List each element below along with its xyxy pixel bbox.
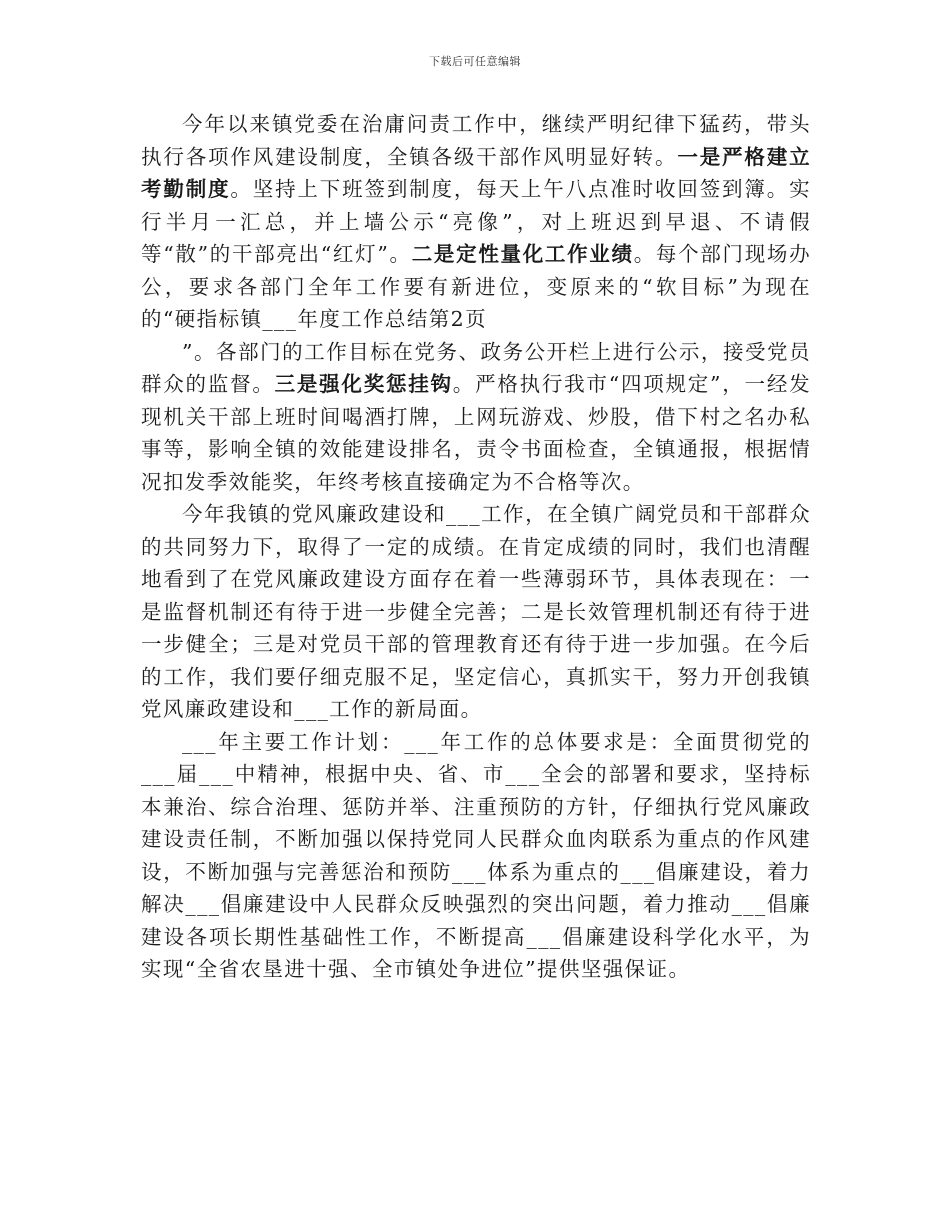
page-header: 下载后可任意编辑 [429,55,521,68]
paragraph-achievements [141,498,811,726]
bold-heading-rewards: 三是强化奖惩挂钩 [274,372,453,396]
paragraph-discipline [141,108,811,336]
bold-heading-performance: 二是定性量化工作业绩 [411,242,634,266]
paragraph-supervision [141,336,811,499]
text-run: 。每个部门现场办公，要求各部门全年工作要有新进位，变原来的“软目标”为现在的“硬指标镇___年度工作总结第2页 [141,242,812,331]
paragraph-work-plan [141,726,811,986]
text-run: ”。各部门的工作目标在党务、政务公开栏上进行公示，接受党员群众的监督。 [141,339,811,396]
bold-heading-attendance: 一是严格建立考勤制度 [141,144,811,201]
text-run: 。坚持上下班签到制度，每天上午八点准时收回签到簿。实行半月一汇总，并上墙公示“亮像”，对上班迟到早退、不请假等“散”的干部亮出“红灯”。 [141,177,811,266]
text-run: 。严格执行我市“四项规定”，一经发现机关干部上班时间喝酒打牌，上网玩游戏、炒股，借下村之名办私事等，影响全镇的效能建设排名，责令书面检查，全镇通报，根据情况扣发季效能奖，年终考核直接确定为不合格等次。 [141,372,811,494]
text-run: ___年主要工作计划：___年工作的总体要求是：全面贯彻党的___届___中精神，根据中央、省、市___全会的部署和要求，坚持标本兼治、综合治理、惩防并举、注重预防的方针，仔细执行党风廉政建设责任制，不断加强以保持党同人民群众血肉联系为重点的作风建设，不断加强与完善惩治和预防___体系为重点的___倡廉建设，着力解决___倡廉建设中人民群众反映强烈的突出问题，着力推动___倡廉建设各项长期性基础性工作，不断提高___倡廉建设科学化水平，为实现“全省农垦进十强、全市镇处争进位”提供坚强保证。 [141,729,811,981]
document-body [141,108,811,986]
text-run: 今年以来镇党委在治庸问责工作中，继续严明纪律下猛药，带头执行各项作风建设制度，全镇各级干部作风明显好转。 [141,112,811,169]
text-run: 今年我镇的党风廉政建设和___工作，在全镇广阔党员和干部群众的共同努力下，取得了一定的成绩。在肯定成绩的同时，我们也清醒地看到了在党风廉政建设方面存在着一些薄弱环节，具体表现在：一是监督机制还有待于进一步健全完善；二是长效管理机制还有待于进一步健全；三是对党员干部的管理教育还有待于进一步加强。在今后的工作，我们要仔细克服不足，坚定信心，真抓实干，努力开创我镇党风廉政建设和___工作的新局面。 [141,502,811,721]
